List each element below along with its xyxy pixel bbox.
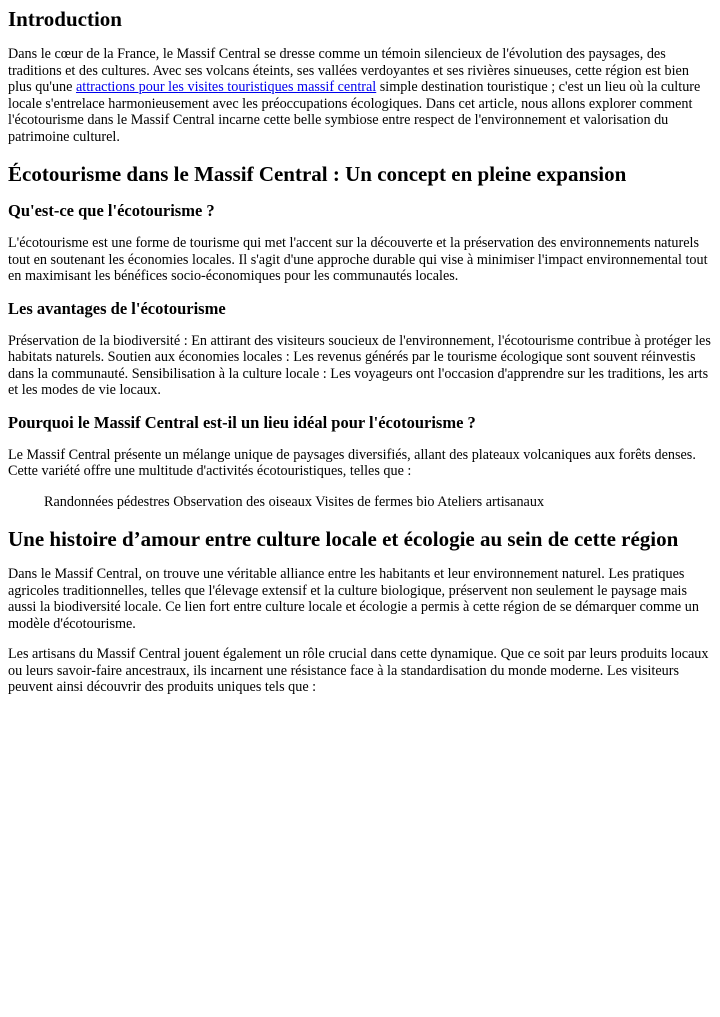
benefits-paragraph: Préservation de la biodiversité : En attirant des visiteurs soucieux de l'environnement, l'écotourisme contribue à protéger les habitats naturels. Soutien aux économies locales : Les revenus générés par le tourisme écologique sont souvent réinvestis dans la communauté. Sensibilisation à la culture locale : Les voyageurs ont l'occasion d'apprendre sur les traditions, les arts et les modes de vie locaux. [8,332,711,398]
intro-text-after-link: simple destination touristique ; c'est un lieu où la culture locale s'entrelace harmonieusement avec les préoccupations écologiques. Dans cet article, nous allons explorer comment l'écotourisme dans le Massif Central incarne cette belle symbiose entre respect de l'environnement et valorisation du patrimoine culturel. [8,79,701,145]
activities-list: Randonnées pédestres Observation des oiseaux Visites de fermes bio Ateliers artisanaux [44,493,545,510]
love-story-heading: Une histoire d’amour entre culture locale et écologie au sein de cette région [8,527,679,551]
ecotourism-heading: Écotourisme dans le Massif Central : Un concept en pleine expansion [8,162,627,186]
attractions-link[interactable]: attractions pour les visites touristiques massif central [75,79,377,95]
love-story-paragraph-1: Dans le Massif Central, on trouve une véritable alliance entre les habitants et leur environnement naturel. Les pratiques agricoles traditionnelles, telles que l'élevage extensif et la culture biologique, préservent non seulement le paysage mais aussi la biodiversité locale. Ce lien fort entre culture locale et écologie a permis à cette région de se démarquer comme un modèle d'écotourisme. [8,566,699,632]
what-is-ecotourism-paragraph: L'écotourisme est une forme de tourisme qui met l'accent sur la découverte et la préservation des environnements naturels tout en soutenant les économies locales. Il s'agit d'une approche durable qui vise à minimiser l'impact environnemental tout en maximisant les bénéfices socio-économiques pour les communautés locales. [8,235,708,284]
benefits-heading: Les avantages de l'écotourisme [8,298,226,318]
intro-heading: Introduction [8,7,122,31]
why-massif-central-paragraph: Le Massif Central présente un mélange unique de paysages diversifiés, allant des plateaux volcaniques aux forêts denses. Cette variété offre une multitude d'activités écotouristiques, telles que : [8,446,696,479]
intro-text-before-link: Dans le cœur de la France, le Massif Central se dresse comme un témoin silencieux de l'évolution des paysages, des traditions et des cultures. Avec ses volcans éteints, ses vallées verdoyantes et ses rivières sinueuses, cette région est bien plus qu'une [8,46,689,95]
love-story-paragraph-2: Les artisans du Massif Central jouent également un rôle crucial dans cette dynamique. Que ce soit par leurs produits locaux ou leurs savoir-faire ancestraux, ils incarnent une résistance face à la standardisation du monde moderne. Les visiteurs peuvent ainsi découvrir des produits uniques tels que : [8,646,709,695]
why-massif-central-heading: Pourquoi le Massif Central est-il un lieu idéal pour l'écotourisme ? [8,412,476,432]
what-is-ecotourism-heading: Qu'est-ce que l'écotourisme ? [8,201,215,220]
intro-paragraph [8,46,712,145]
